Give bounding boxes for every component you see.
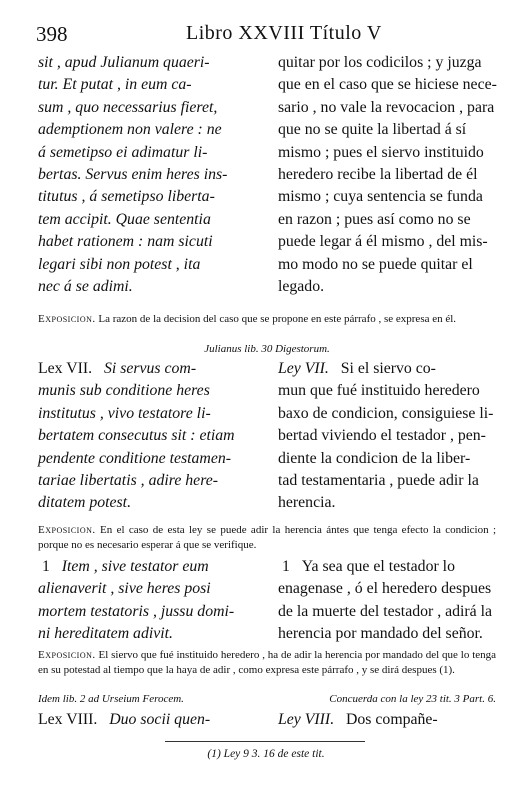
spanish-column	[278, 358, 496, 515]
spanish-line: herencia.	[278, 494, 336, 512]
ley-number: Ley VIII.	[278, 711, 335, 728]
latin-column	[38, 358, 263, 515]
exposicion-note	[38, 312, 496, 327]
latin-line: nec á se adimi.	[38, 278, 133, 296]
latin-line: institutus , vivo testatore li-	[38, 404, 211, 422]
latin-line: titutus , á semetipso liberta-	[38, 188, 215, 206]
spanish-line: baxo de condicion, consiguiese li-	[278, 404, 494, 422]
spanish-line: tad testamentaria , puede adir la	[278, 472, 479, 490]
latin-line: bertas. Servus enim heres ins-	[38, 166, 228, 184]
latin-line: sit , apud Julianum quaeri-	[38, 54, 210, 71]
spanish-line: que en el caso que se hiciese nece-	[278, 76, 497, 94]
latin-line-start: Item , sive testator eum	[61, 558, 209, 575]
spanish-line-start: Dos compañe-	[346, 711, 438, 728]
exposicion-text: La razon de la decision del caso que se propone en este párrafo , se expresa en él.	[98, 313, 457, 325]
latin-line: pendente conditione testamen-	[38, 449, 232, 467]
latin-line: tem accipit. Quae sententia	[38, 210, 211, 228]
spanish-column	[278, 709, 496, 731]
source-citation: Julianus lib. 30 Digestorum.	[204, 343, 330, 355]
spanish-line: de la muerte del testador , adirá la	[278, 602, 493, 620]
section-4	[38, 709, 496, 731]
spanish-line	[278, 358, 496, 380]
section-2	[38, 358, 496, 515]
latin-line: habet rationem : nam sicuti	[38, 233, 213, 251]
spanish-line: bertad viviendo el testador , pen-	[278, 427, 486, 445]
spanish-line: quitar por los codicilos ; y juzga	[278, 54, 482, 71]
latin-line: bertatem consecutus sit : etiam	[38, 427, 235, 445]
latin-line: alienaverit , sive heres posi	[38, 580, 211, 598]
latin-line: mortem testatoris , jussu domi-	[38, 602, 235, 620]
latin-line-start: Duo socii quen-	[109, 711, 211, 728]
exposicion-text: El siervo que fué instituido heredero , ha de adir la herencia por mandado del que lo tenga en su potestad al tiempo que la haya de adir , como expresa este párrafo , y se dirá despues (1).	[38, 649, 497, 676]
page-header	[36, 22, 492, 48]
latin-line: á semetipso ei adimatur li-	[38, 143, 208, 161]
exposicion-note	[38, 648, 496, 677]
latin-line: munis sub conditione heres	[38, 382, 210, 400]
spanish-line: que no se quite la libertad á sí	[278, 121, 467, 139]
spanish-line: mun que fué instituido heredero	[278, 382, 480, 400]
latin-column	[38, 709, 263, 731]
latin-line: ditatem potest.	[38, 494, 132, 512]
latin-line: ademptionem non valere : ne	[38, 121, 222, 139]
page-number: 398	[36, 22, 68, 46]
latin-line	[38, 358, 263, 380]
footnote: (1) Ley 9 3. 16 de este tit.	[207, 748, 325, 760]
spanish-line: mo modo no se puede quitar el	[278, 255, 473, 273]
spanish-line: sario , no vale la revocacion , para	[278, 98, 495, 116]
latin-line: tariae libertatis , adire here-	[38, 472, 219, 490]
section-3	[38, 556, 496, 646]
spanish-line: mismo ; cuya sentencia se funda	[278, 188, 483, 206]
spanish-line-start: Si el siervo co-	[340, 360, 436, 377]
source-citation-left: Idem lib. 2 ad Urseium Ferocem.	[38, 693, 184, 705]
ley-number: Ley VII.	[278, 360, 329, 377]
spanish-line: puede legar á él mismo , del mis-	[278, 233, 488, 251]
exposicion-label: Exposicion.	[38, 313, 96, 325]
spanish-line: diente la condicion de la liber-	[278, 449, 471, 467]
spanish-column	[278, 52, 496, 298]
exposicion-text: En el caso de esta ley se puede adir la herencia ántes que tenga efecto la condicion ; porque no es necesario esperar á que se verifique.	[38, 524, 496, 551]
latin-line: sum , quo necessarius fieret,	[38, 98, 218, 116]
paragraph-number: 1	[281, 558, 290, 575]
source-citation-right: Concuerda con la ley 23 tit. 3 Part. 6.	[329, 693, 496, 705]
latin-line: legari sibi non potest , ita	[38, 255, 201, 273]
exposicion-label: Exposicion.	[38, 524, 96, 536]
spanish-line: legado.	[278, 278, 325, 296]
spanish-line: mismo ; pues el siervo instituido	[278, 143, 484, 161]
latin-line	[38, 709, 263, 731]
spanish-line: en razon ; pues así como no se	[278, 210, 471, 228]
source-row	[38, 693, 496, 705]
latin-line: ni hereditatem adivit.	[38, 625, 173, 643]
exposicion-note	[38, 523, 496, 552]
latin-column	[38, 52, 263, 298]
spanish-line: herencia por mandado del señor.	[278, 625, 483, 643]
lex-number: Lex VIII.	[38, 711, 98, 728]
lex-number: Lex VII.	[38, 360, 93, 377]
spanish-line: enagenase , ó el heredero despues	[278, 580, 492, 598]
exposicion-label: Exposicion.	[38, 649, 96, 661]
latin-line-start: Si servus com-	[103, 360, 197, 377]
spanish-line	[278, 556, 496, 578]
section-1	[38, 52, 496, 298]
paragraph-number: 1	[41, 558, 50, 575]
latin-line	[38, 556, 263, 578]
running-title: Libro XXVIII Título V	[186, 22, 382, 44]
spanish-line-start: Ya sea que el testador lo	[301, 558, 455, 575]
spanish-column	[278, 556, 496, 646]
footnote-divider	[165, 741, 365, 742]
spanish-line	[278, 709, 496, 731]
latin-column	[38, 556, 263, 646]
latin-line: tur. Et putat , in eum ca-	[38, 76, 192, 94]
spanish-line: heredero recibe la libertad de él	[278, 166, 478, 184]
